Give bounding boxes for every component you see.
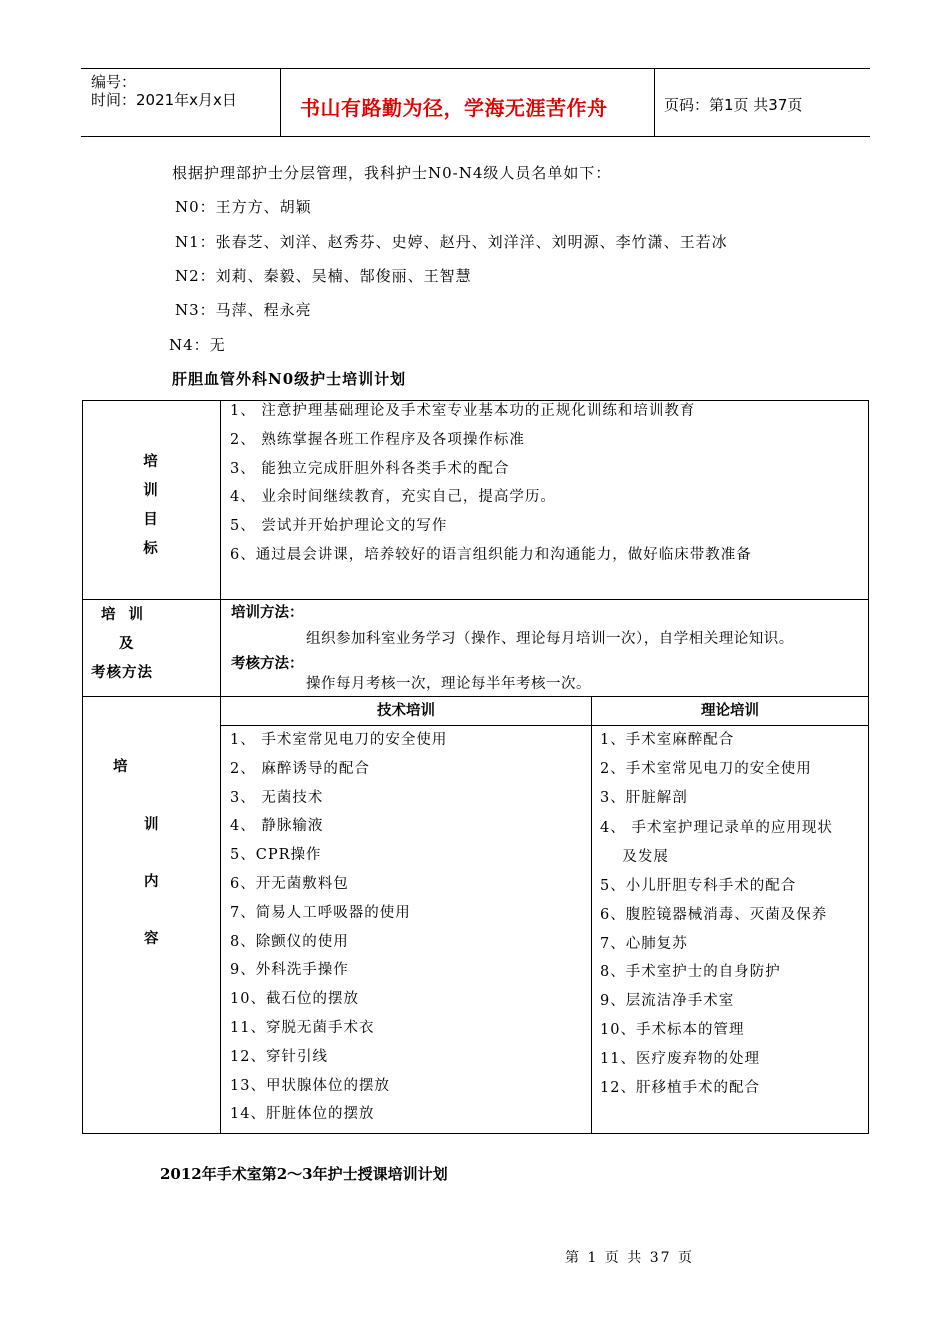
header-code: 编号： <box>91 73 137 91</box>
theory-item: 7、心肺复苏 <box>600 935 688 952</box>
goals-label-char: 目 <box>143 511 160 528</box>
goals-label-char: 标 <box>143 540 160 557</box>
tech-item: 7、简易人工呼吸器的使用 <box>230 904 411 921</box>
content-label-char: 容 <box>144 930 161 947</box>
level-n4: N4：无 <box>169 336 226 354</box>
theory-item: 5、小儿肝胆专科手术的配合 <box>600 877 797 894</box>
level-n2: N2：刘莉、秦毅、吴楠、郜俊丽、王智慧 <box>175 267 472 285</box>
tech-item: 8、除颤仪的使用 <box>230 933 349 950</box>
content-row <box>83 697 869 1134</box>
theory-item: 2、手术室常见电刀的安全使用 <box>600 760 812 777</box>
theory-item: 6、腹腔镜器械消毒、灭菌及保养 <box>600 906 828 923</box>
tech-item: 9、外科洗手操作 <box>230 962 349 979</box>
method-label-line: 及 <box>119 635 136 652</box>
exam-method-text: 操作每月考核一次，理论每半年考核一次。 <box>306 676 591 692</box>
goals-label-cell <box>83 401 221 600</box>
training-plan-table <box>82 400 869 1134</box>
theory-item: 3、肝脏解剖 <box>600 789 688 806</box>
theory-training-cell <box>592 697 869 1134</box>
header-bottom-rule <box>81 136 870 137</box>
tech-item: 13、甲状腺体位的摆放 <box>230 1077 390 1094</box>
train-method-text: 组织参加科室业务学习（操作、理论每月培训一次），自学相关理论知识。 <box>306 631 794 647</box>
next-plan-title: 2012年手术室第2～3年护士授课培训计划 <box>160 1165 448 1183</box>
tech-item: 6、开无菌敷料包 <box>230 875 349 892</box>
tech-training-cell <box>221 697 592 1134</box>
level-n0: N0：王方方、胡颖 <box>175 198 312 216</box>
tech-item: 3、 无菌技术 <box>230 789 324 806</box>
tech-item: 12、穿针引线 <box>230 1048 328 1065</box>
level-n3: N3：马萍、程永亮 <box>175 301 312 319</box>
header-date: 时间：2021年x月x日 <box>91 91 237 109</box>
theory-training-header: 理论培训 <box>592 697 868 726</box>
theory-item: 10、手术标本的管理 <box>600 1021 745 1038</box>
header-top-rule <box>81 68 870 69</box>
tech-item: 5、CPR操作 <box>230 847 322 864</box>
method-content-cell <box>221 600 869 697</box>
page-footer: 第 1 页 共 37 页 <box>565 1250 694 1266</box>
theory-item: 4、 手术室护理记录单的应用现状 <box>600 820 833 837</box>
goals-row <box>83 401 869 600</box>
goals-label-char: 训 <box>143 482 160 499</box>
header-divider-right <box>654 68 655 136</box>
theory-item: 11、医疗废弃物的处理 <box>600 1050 760 1067</box>
theory-item: 1、手术室麻醉配合 <box>600 732 735 748</box>
goals-label-char: 培 <box>143 453 160 470</box>
intro-lead: 根据护理部护士分层管理，我科护士N0-N4级人员名单如下： <box>172 164 612 182</box>
header-divider-left <box>280 68 281 136</box>
method-row <box>83 600 869 697</box>
method-label-line: 考核方法 <box>91 664 153 681</box>
method-label-cell <box>83 600 221 697</box>
goal-item: 4、 业余时间继续教育，充实自己，提高学历。 <box>230 489 556 506</box>
plan-title: 肝胆血管外科N0级护士培训计划 <box>172 370 407 388</box>
tech-item: 4、 静脉输液 <box>230 818 324 835</box>
theory-item: 及发展 <box>600 849 669 866</box>
tech-item: 2、 麻醉诱导的配合 <box>230 760 370 777</box>
header-page-info: 页码：第1页 共37页 <box>664 96 803 114</box>
method-label-line: 培 训 <box>101 606 148 623</box>
content-label-char: 培 <box>113 758 130 775</box>
header-motto: 书山有路勤为径，学海无涯苦作舟 <box>300 96 608 120</box>
goals-list-cell <box>221 401 869 600</box>
exam-method-title: 考核方法： <box>231 655 304 672</box>
goal-item: 2、 熟练掌握各班工作程序及各项操作标准 <box>230 431 525 448</box>
theory-item: 9、层流洁净手术室 <box>600 993 735 1010</box>
tech-item: 10、截石位的摆放 <box>230 991 359 1008</box>
goal-item: 6、通过晨会讲课，培养较好的语言组织能力和沟通能力，做好临床带教准备 <box>230 546 752 563</box>
content-label-char: 训 <box>144 816 161 833</box>
tech-training-header: 技术培训 <box>221 697 591 726</box>
level-n1: N1：张春芝、刘洋、赵秀芬、史婷、赵丹、刘洋洋、刘明源、李竹潇、王若冰 <box>175 233 728 251</box>
goal-item: 1、 注意护理基础理论及手术室专业基本功的正规化训练和培训教育 <box>230 403 696 419</box>
tech-item: 14、肝脏体位的摆放 <box>230 1106 375 1123</box>
train-method-title: 培训方法： <box>231 604 304 621</box>
theory-item: 8、手术室护士的自身防护 <box>600 964 781 981</box>
theory-item: 12、肝移植手术的配合 <box>600 1079 760 1096</box>
goal-item: 3、 能独立完成肝胆外科各类手术的配合 <box>230 460 510 477</box>
tech-item: 1、 手术室常见电刀的安全使用 <box>230 732 448 748</box>
tech-item: 11、穿脱无菌手术衣 <box>230 1019 375 1036</box>
goal-item: 5、 尝试并开始护理论文的写作 <box>230 518 448 535</box>
content-label-cell <box>83 697 221 1134</box>
content-label-char: 内 <box>144 873 161 890</box>
